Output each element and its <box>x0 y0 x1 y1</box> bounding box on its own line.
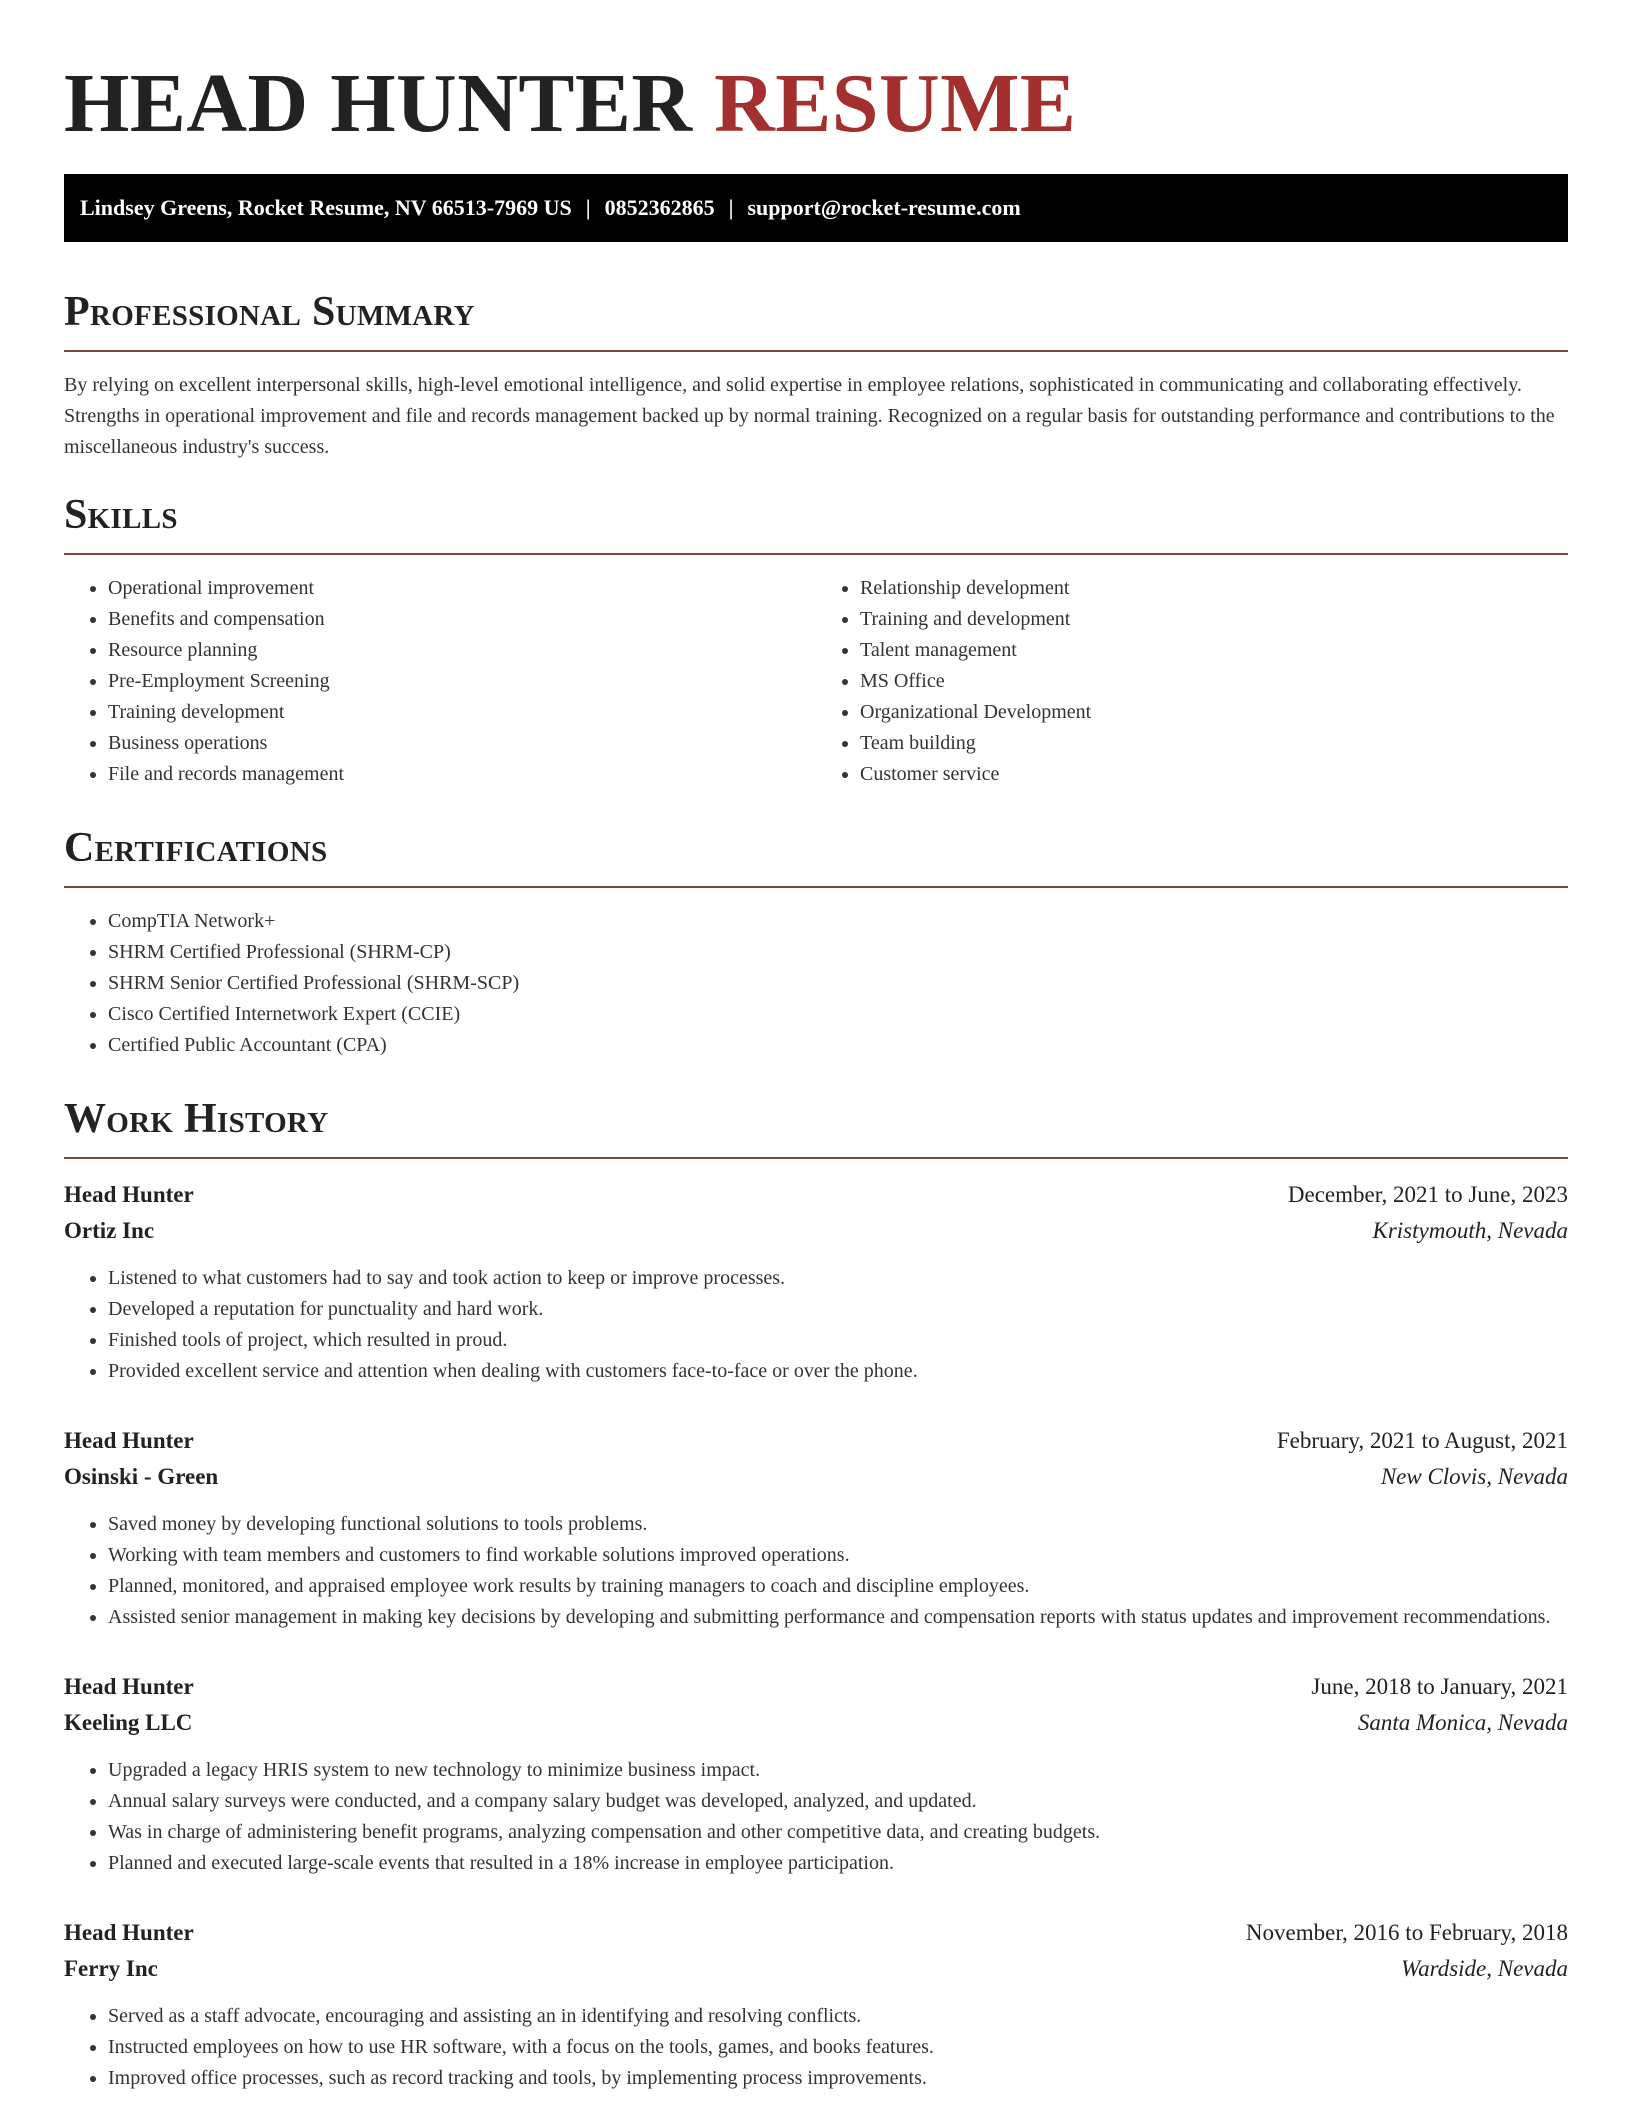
summary-heading: Professional Summary <box>64 288 1568 352</box>
skill-item: • Training development <box>108 697 816 728</box>
job-entry <box>64 1669 1568 1879</box>
certification-item: • Cisco Certified Internetwork Expert (CCIE) <box>108 999 1568 1030</box>
job-entry <box>64 1423 1568 1633</box>
job-location: New Clovis, Nevada <box>1380 1464 1568 1489</box>
skills-columns <box>64 555 1568 790</box>
job-dates: June, 2018 to January, 2021 <box>1311 1674 1568 1699</box>
skill-item: • Benefits and compensation <box>108 604 816 635</box>
contact-email: support@rocket-resume.com <box>747 195 1021 220</box>
job-title: Head Hunter <box>64 1428 194 1453</box>
skill-item: • Relationship development <box>860 573 1568 604</box>
skill-item: • Customer service <box>860 759 1568 790</box>
job-bullet: • Was in charge of administering benefit programs, analyzing compensation and other competitive data, and creating budgets. <box>108 1817 1568 1848</box>
contact-address: Lindsey Greens, Rocket Resume, NV 66513-7969 US <box>80 195 572 220</box>
certification-item: • Certified Public Accountant (CPA) <box>108 1030 1568 1061</box>
skill-item: • Operational improvement <box>108 573 816 604</box>
skill-item: • Talent management <box>860 635 1568 666</box>
skill-item: • Training and development <box>860 604 1568 635</box>
certification-item: • SHRM Senior Certified Professional (SHRM-SCP) <box>108 968 1568 999</box>
job-title: Head Hunter <box>64 1920 194 1945</box>
job-header-row <box>64 1423 1568 1459</box>
job-bullet: • Planned, monitored, and appraised employee work results by training managers to coach and discipline employees. <box>108 1571 1568 1602</box>
job-location: Wardside, Nevada <box>1401 1956 1568 1981</box>
job-bullets <box>64 1509 1568 1633</box>
skill-item: • File and records management <box>108 759 816 790</box>
job-company-row <box>64 1951 1568 1987</box>
job-bullet: • Working with team members and customers to find workable solutions improved operations. <box>108 1540 1568 1571</box>
job-dates: November, 2016 to February, 2018 <box>1245 1920 1568 1945</box>
certification-item: • CompTIA Network+ <box>108 906 1568 937</box>
job-header-row <box>64 1669 1568 1705</box>
job-bullet: • Finished tools of project, which resulted in proud. <box>108 1325 1568 1356</box>
contact-phone: 0852362865 <box>604 195 715 220</box>
skill-item: • Resource planning <box>108 635 816 666</box>
job-bullet: • Instructed employees on how to use HR software, with a focus on the tools, games, and books features. <box>108 2032 1568 2063</box>
job-location: Santa Monica, Nevada <box>1357 1710 1568 1735</box>
skills-heading: Skills <box>64 491 1568 555</box>
job-bullet: • Saved money by developing functional solutions to tools problems. <box>108 1509 1568 1540</box>
job-company-row <box>64 1213 1568 1249</box>
job-bullet: • Improved office processes, such as record tracking and tools, by implementing process improvements. <box>108 2063 1568 2094</box>
skill-item: • Business operations <box>108 728 816 759</box>
job-header-row <box>64 1177 1568 1213</box>
job-title: Head Hunter <box>64 1674 194 1699</box>
job-bullet: • Assisted senior management in making key decisions by developing and submitting performance and compensation reports with status updates and improvement recommendations. <box>108 1602 1568 1633</box>
skill-item: • MS Office <box>860 666 1568 697</box>
job-company-row <box>64 1459 1568 1495</box>
skills-list-right <box>816 573 1568 790</box>
job-dates: December, 2021 to June, 2023 <box>1287 1182 1568 1207</box>
job-company: Ferry Inc <box>64 1956 158 1981</box>
contact-separator: | <box>728 195 734 220</box>
skill-item: • Pre-Employment Screening <box>108 666 816 697</box>
certifications-heading: Certifications <box>64 824 1568 888</box>
job-bullets <box>64 1755 1568 1879</box>
title-accent: RESUME <box>714 57 1077 150</box>
resume-title <box>64 58 1568 150</box>
skills-list-left <box>64 573 816 790</box>
work-history-heading: Work History <box>64 1095 1568 1159</box>
title-main: HEAD HUNTER <box>64 57 693 150</box>
skill-item: • Organizational Development <box>860 697 1568 728</box>
job-bullet: • Served as a staff advocate, encouraging and assisting an in identifying and resolving conflicts. <box>108 2001 1568 2032</box>
job-bullet: • Annual salary surveys were conducted, and a company salary budget was developed, analyzed, and updated. <box>108 1786 1568 1817</box>
job-location: Kristymouth, Nevada <box>1372 1218 1568 1243</box>
certification-item: • SHRM Certified Professional (SHRM-CP) <box>108 937 1568 968</box>
contact-bar <box>64 174 1568 242</box>
job-company: Osinski - Green <box>64 1464 219 1489</box>
resume-content <box>64 0 1568 2094</box>
certifications-list <box>64 906 1568 1061</box>
job-bullet: • Upgraded a legacy HRIS system to new technology to minimize business impact. <box>108 1755 1568 1786</box>
job-bullet: • Developed a reputation for punctuality and hard work. <box>108 1294 1568 1325</box>
job-header-row <box>64 1915 1568 1951</box>
job-entry <box>64 1915 1568 2094</box>
job-bullets <box>64 1263 1568 1387</box>
job-title: Head Hunter <box>64 1182 194 1207</box>
job-company: Keeling LLC <box>64 1710 193 1735</box>
skill-item: • Team building <box>860 728 1568 759</box>
job-company: Ortiz Inc <box>64 1218 155 1243</box>
job-bullet: • Listened to what customers had to say and took action to keep or improve processes. <box>108 1263 1568 1294</box>
job-bullets <box>64 2001 1568 2094</box>
job-bullet: • Provided excellent service and attention when dealing with customers face-to-face or over the phone. <box>108 1356 1568 1387</box>
job-entry <box>64 1177 1568 1387</box>
job-dates: February, 2021 to August, 2021 <box>1276 1428 1568 1453</box>
summary-text: By relying on excellent interpersonal skills, high-level emotional intelligence, and solid expertise in employee relations, sophisticated in communicating and collaborating effectively. Strengths in operational improvement and file and records management backed up by normal training. Recognized on a regular basis for outstanding performance and contributions to the miscellaneous industry's success. <box>64 374 1555 458</box>
job-bullet: • Planned and executed large-scale events that resulted in a 18% increase in employee participation. <box>108 1848 1568 1879</box>
job-company-row <box>64 1705 1568 1741</box>
contact-separator: | <box>585 195 591 220</box>
